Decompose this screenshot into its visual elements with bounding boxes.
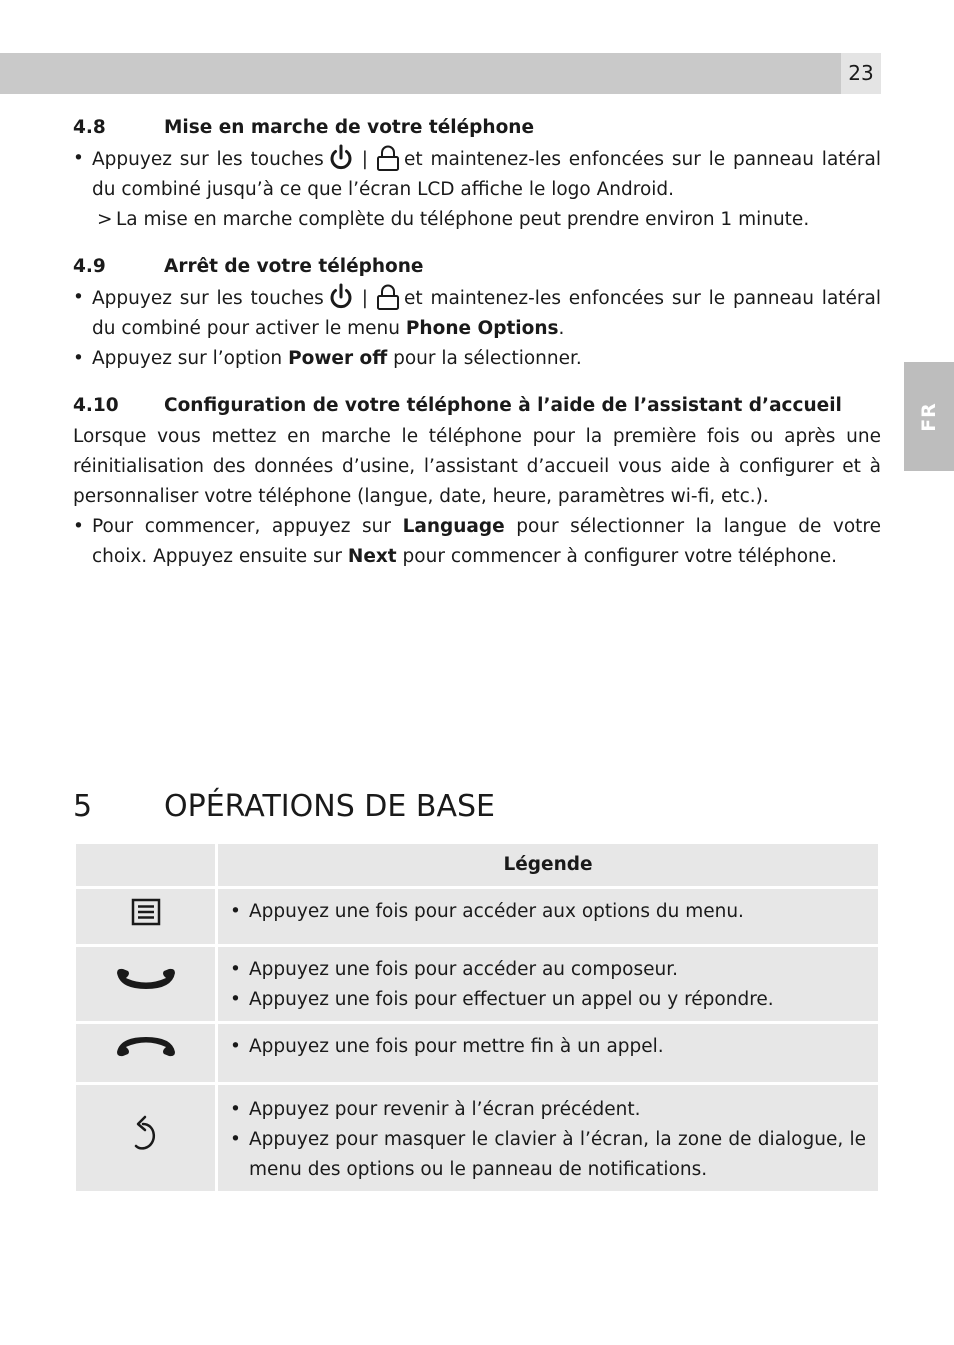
legend-item: • Appuyez une fois pour accéder au composeur. bbox=[230, 955, 866, 985]
legend-item: • Appuyez une fois pour accéder aux options du menu. bbox=[230, 897, 866, 927]
legend-item: • Appuyez pour revenir à l’écran précédent. bbox=[230, 1095, 866, 1125]
lock-icon bbox=[376, 283, 400, 311]
section-heading-4-8 bbox=[73, 112, 881, 144]
legend-row bbox=[76, 889, 878, 944]
legend-item: • Appuyez une fois pour effectuer un appel ou y répondre. bbox=[230, 985, 866, 1015]
legend-table bbox=[73, 841, 881, 1194]
legend-icon-cell bbox=[76, 889, 215, 944]
section-title: Arrêt de votre téléphone bbox=[164, 256, 424, 277]
legend-header-row bbox=[76, 844, 878, 886]
language-tab bbox=[904, 362, 954, 471]
legend-icon-cell bbox=[76, 1085, 215, 1191]
legend-row bbox=[76, 1024, 878, 1082]
legend-row bbox=[76, 947, 878, 1021]
chapter-title: OPÉRATIONS DE BASE bbox=[164, 789, 495, 824]
section-number: 4.9 bbox=[73, 256, 106, 277]
legend-icon-cell bbox=[76, 1024, 215, 1082]
section-heading-4-9 bbox=[73, 251, 881, 283]
legend-item: • Appuyez pour masquer le clavier à l’écran, la zone de dialogue, le menu des options ou le panneau de notifications. bbox=[230, 1125, 866, 1185]
menu-icon bbox=[131, 898, 161, 926]
bullet-item: • Appuyez sur les touches | et maintenez-les enfoncées sur le panneau latéral du combiné pour activer le menu Phone Options. bbox=[73, 283, 881, 344]
page-content bbox=[73, 112, 881, 572]
section-number: 4.10 bbox=[73, 395, 119, 416]
end-call-icon bbox=[114, 1034, 178, 1060]
power-icon bbox=[328, 283, 354, 311]
section-title: Mise en marche de votre téléphone bbox=[164, 117, 534, 138]
legend-item: • Appuyez une fois pour mettre fin à un appel. bbox=[230, 1032, 866, 1062]
legend-text-cell bbox=[218, 947, 878, 1021]
legend-text-cell bbox=[218, 1085, 878, 1191]
bullet-item: • Appuyez sur les touches | et maintenez-les enfoncées sur le panneau latéral du combiné jusqu’à ce que l’écran LCD affiche le logo Android. bbox=[73, 144, 881, 205]
section-number: 4.8 bbox=[73, 117, 106, 138]
language-tab-label: FR bbox=[918, 401, 940, 432]
bullet-item: • Pour commencer, appuyez sur Language pour sélectionner la langue de votre choix. Appuyez ensuite sur Next pour commencer à configurer votre téléphone. bbox=[73, 512, 881, 572]
header-bar bbox=[0, 53, 841, 94]
chapter-heading bbox=[73, 786, 495, 828]
legend-row bbox=[76, 1085, 878, 1191]
result-note: > La mise en marche complète du téléphone peut prendre environ 1 minute. bbox=[97, 209, 810, 230]
legend-header: Légende bbox=[218, 844, 878, 886]
back-icon bbox=[131, 1114, 161, 1152]
page-number: 23 bbox=[841, 53, 881, 94]
legend-icon-cell bbox=[76, 947, 215, 1021]
call-icon bbox=[114, 965, 178, 993]
intro-paragraph: Lorsque vous mettez en marche le téléphone pour la première fois ou après une réinitialisation des données d’usine, l’assistant d’accueil vous aide à configurer et à personnaliser votre téléphone (langue, date, heure, paramètres wi-fi, etc.). bbox=[73, 426, 881, 507]
section-heading-4-10 bbox=[73, 390, 881, 422]
power-icon bbox=[328, 144, 354, 172]
legend-text-cell bbox=[218, 1024, 878, 1082]
lock-icon bbox=[376, 144, 400, 172]
chapter-number: 5 bbox=[73, 789, 93, 824]
bullet-item: • Appuyez sur l’option Power off pour la sélectionner. bbox=[73, 344, 881, 374]
section-title: Configuration de votre téléphone à l’aide de l’assistant d’accueil bbox=[164, 395, 842, 416]
legend-header-empty bbox=[76, 844, 215, 886]
legend-text-cell bbox=[218, 889, 878, 944]
